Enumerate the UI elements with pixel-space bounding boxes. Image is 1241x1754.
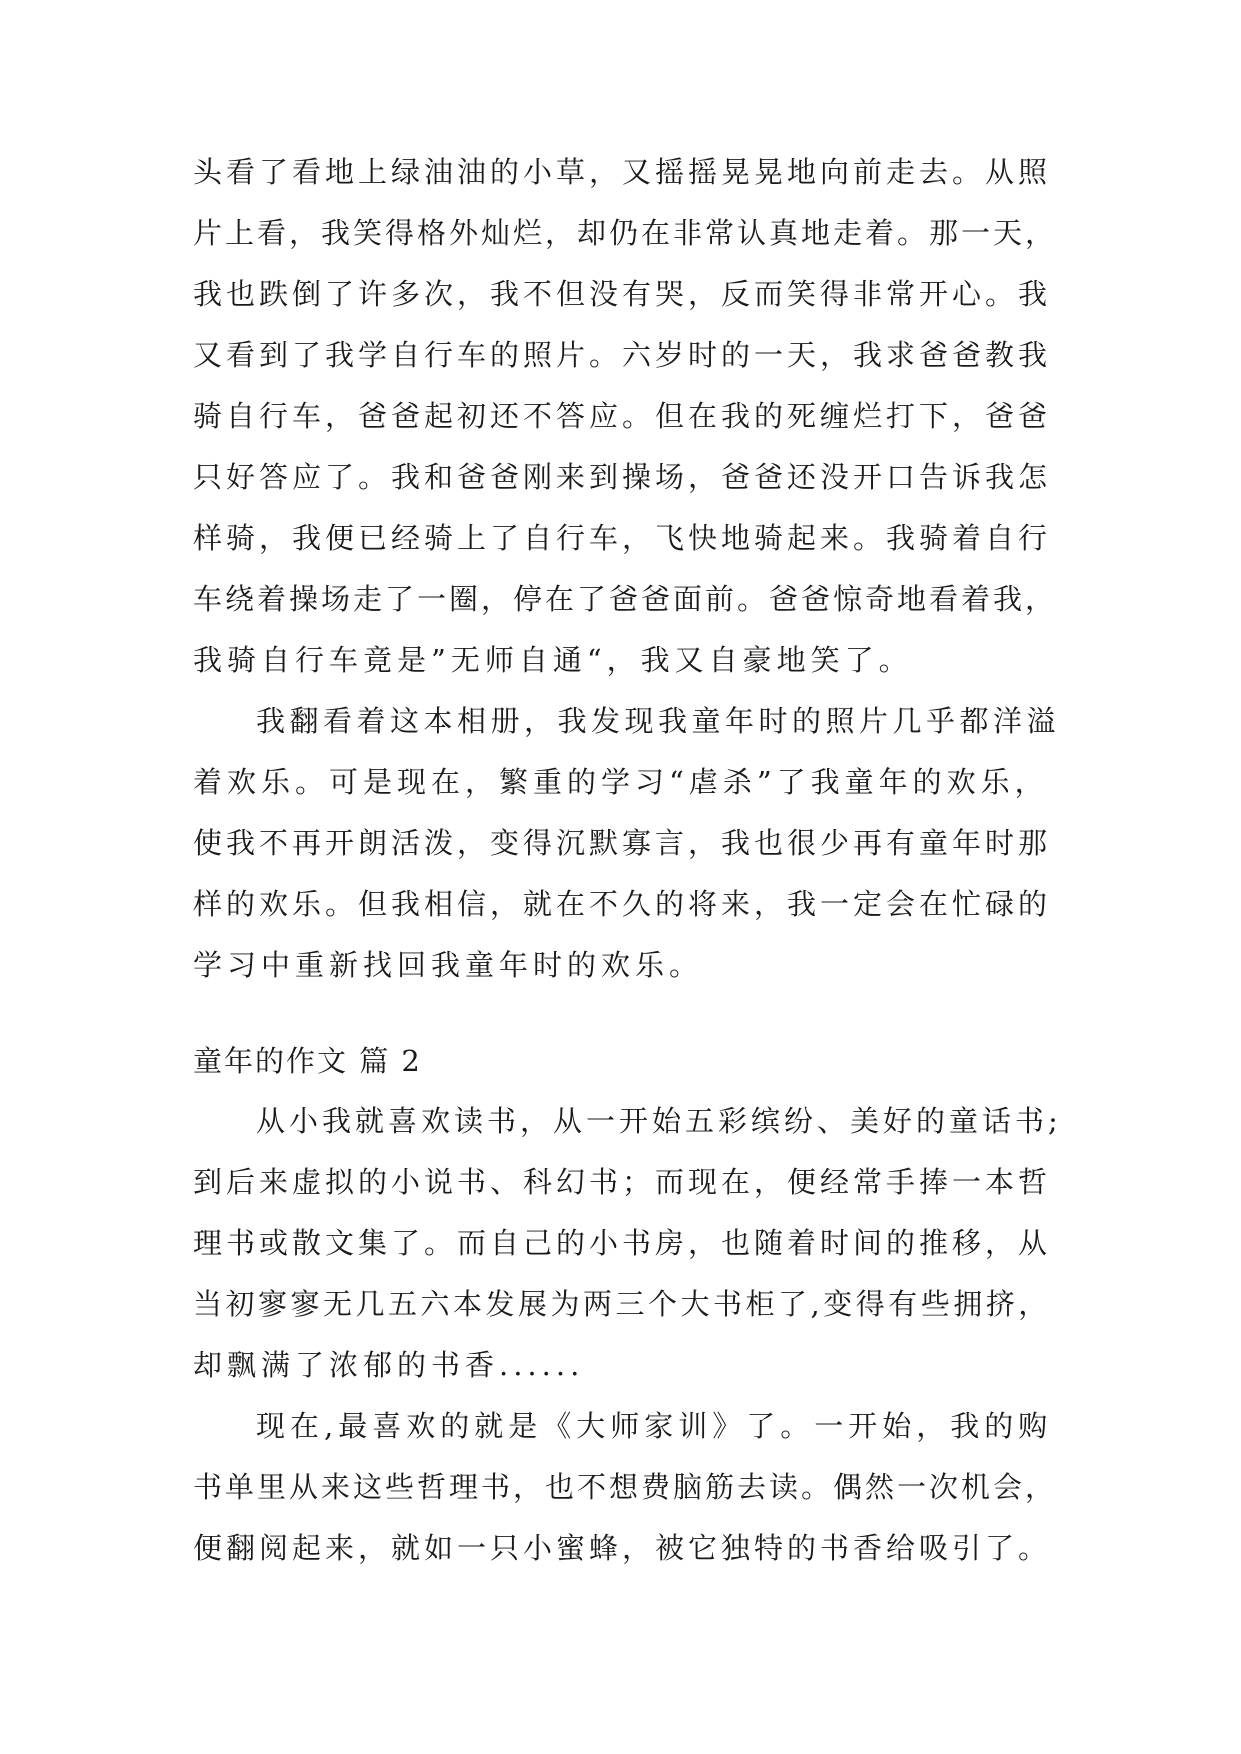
paragraph-2-line-5: 学习中重新找回我童年时的欢乐。: [193, 948, 704, 982]
paragraph-1-line-2: 片上看，我笑得格外灿烂，却仍在非常认真地走着。那一天，: [193, 216, 1058, 250]
paragraph-2-line-3: 使我不再开朗活泼，变得沉默寡言，我也很少再有童年时那: [193, 826, 1052, 860]
paragraph-3-line-3: 理书或散文集了。而自己的小书房，也随着时间的推移，从: [193, 1226, 1052, 1260]
paragraph-1-line-8: 车绕着操场走了一圈，停在了爸爸面前。爸爸惊奇地看着我，: [193, 582, 1058, 616]
paragraph-2-line-4: 样的欢乐。但我相信，就在不久的将来，我一定会在忙碌的: [193, 887, 1052, 921]
paragraph-3-line-1: 从小我就喜欢读书，从一开始五彩缤纷、美好的童话书;: [256, 1104, 1062, 1138]
paragraph-4-line-2: 书单里从来这些哲理书，也不想费脑筋去读。偶然一次机会，: [193, 1470, 1058, 1504]
paragraph-2-line-1: 我翻看着这本相册，我发现我童年时的照片几乎都洋溢: [256, 704, 1061, 738]
paragraph-4-line-3: 便翻阅起来，就如一只小蜜蜂，被它独特的书香给吸引了。: [193, 1531, 1052, 1565]
paragraph-4-line-1: 现在,最喜欢的就是《大师家训》了。一开始，我的购: [256, 1409, 1053, 1443]
paragraph-3-line-2: 到后来虚拟的小说书、科幻书；而现在，便经常手捧一本哲: [193, 1165, 1052, 1199]
paragraph-1-line-9: 我骑自行车竟是”无师自通“，我又自豪地笑了。: [193, 643, 913, 677]
paragraph-1-line-1: 头看了看地上绿油油的小草，又摇摇晃晃地向前走去。从照: [193, 155, 1052, 189]
paragraph-2-line-2: 着欢乐。可是现在，繁重的学习“虐杀”了我童年的欢乐，: [193, 765, 1049, 799]
paragraph-1-line-4: 又看到了我学自行车的照片。六岁时的一天，我求爸爸教我: [193, 338, 1052, 372]
paragraph-3-line-4: 当初寥寥无几五六本发展为两三个大书柜了,变得有些拥挤，: [193, 1287, 1051, 1321]
paragraph-1-line-5: 骑自行车，爸爸起初还不答应。但在我的死缠烂打下，爸爸: [193, 399, 1052, 433]
paragraph-3-line-5: 却飘满了浓郁的书香......: [193, 1348, 585, 1382]
paragraph-1-line-3: 我也跌倒了许多次，我不但没有哭，反而笑得非常开心。我: [193, 277, 1052, 311]
paragraph-1-line-7: 样骑，我便已经骑上了自行车，飞快地骑起来。我骑着自行: [193, 521, 1052, 555]
paragraph-1-line-6: 只好答应了。我和爸爸刚来到操场，爸爸还没开口告诉我怎: [193, 460, 1052, 494]
section-heading: 童年的作文 篇 2: [193, 1044, 422, 1078]
